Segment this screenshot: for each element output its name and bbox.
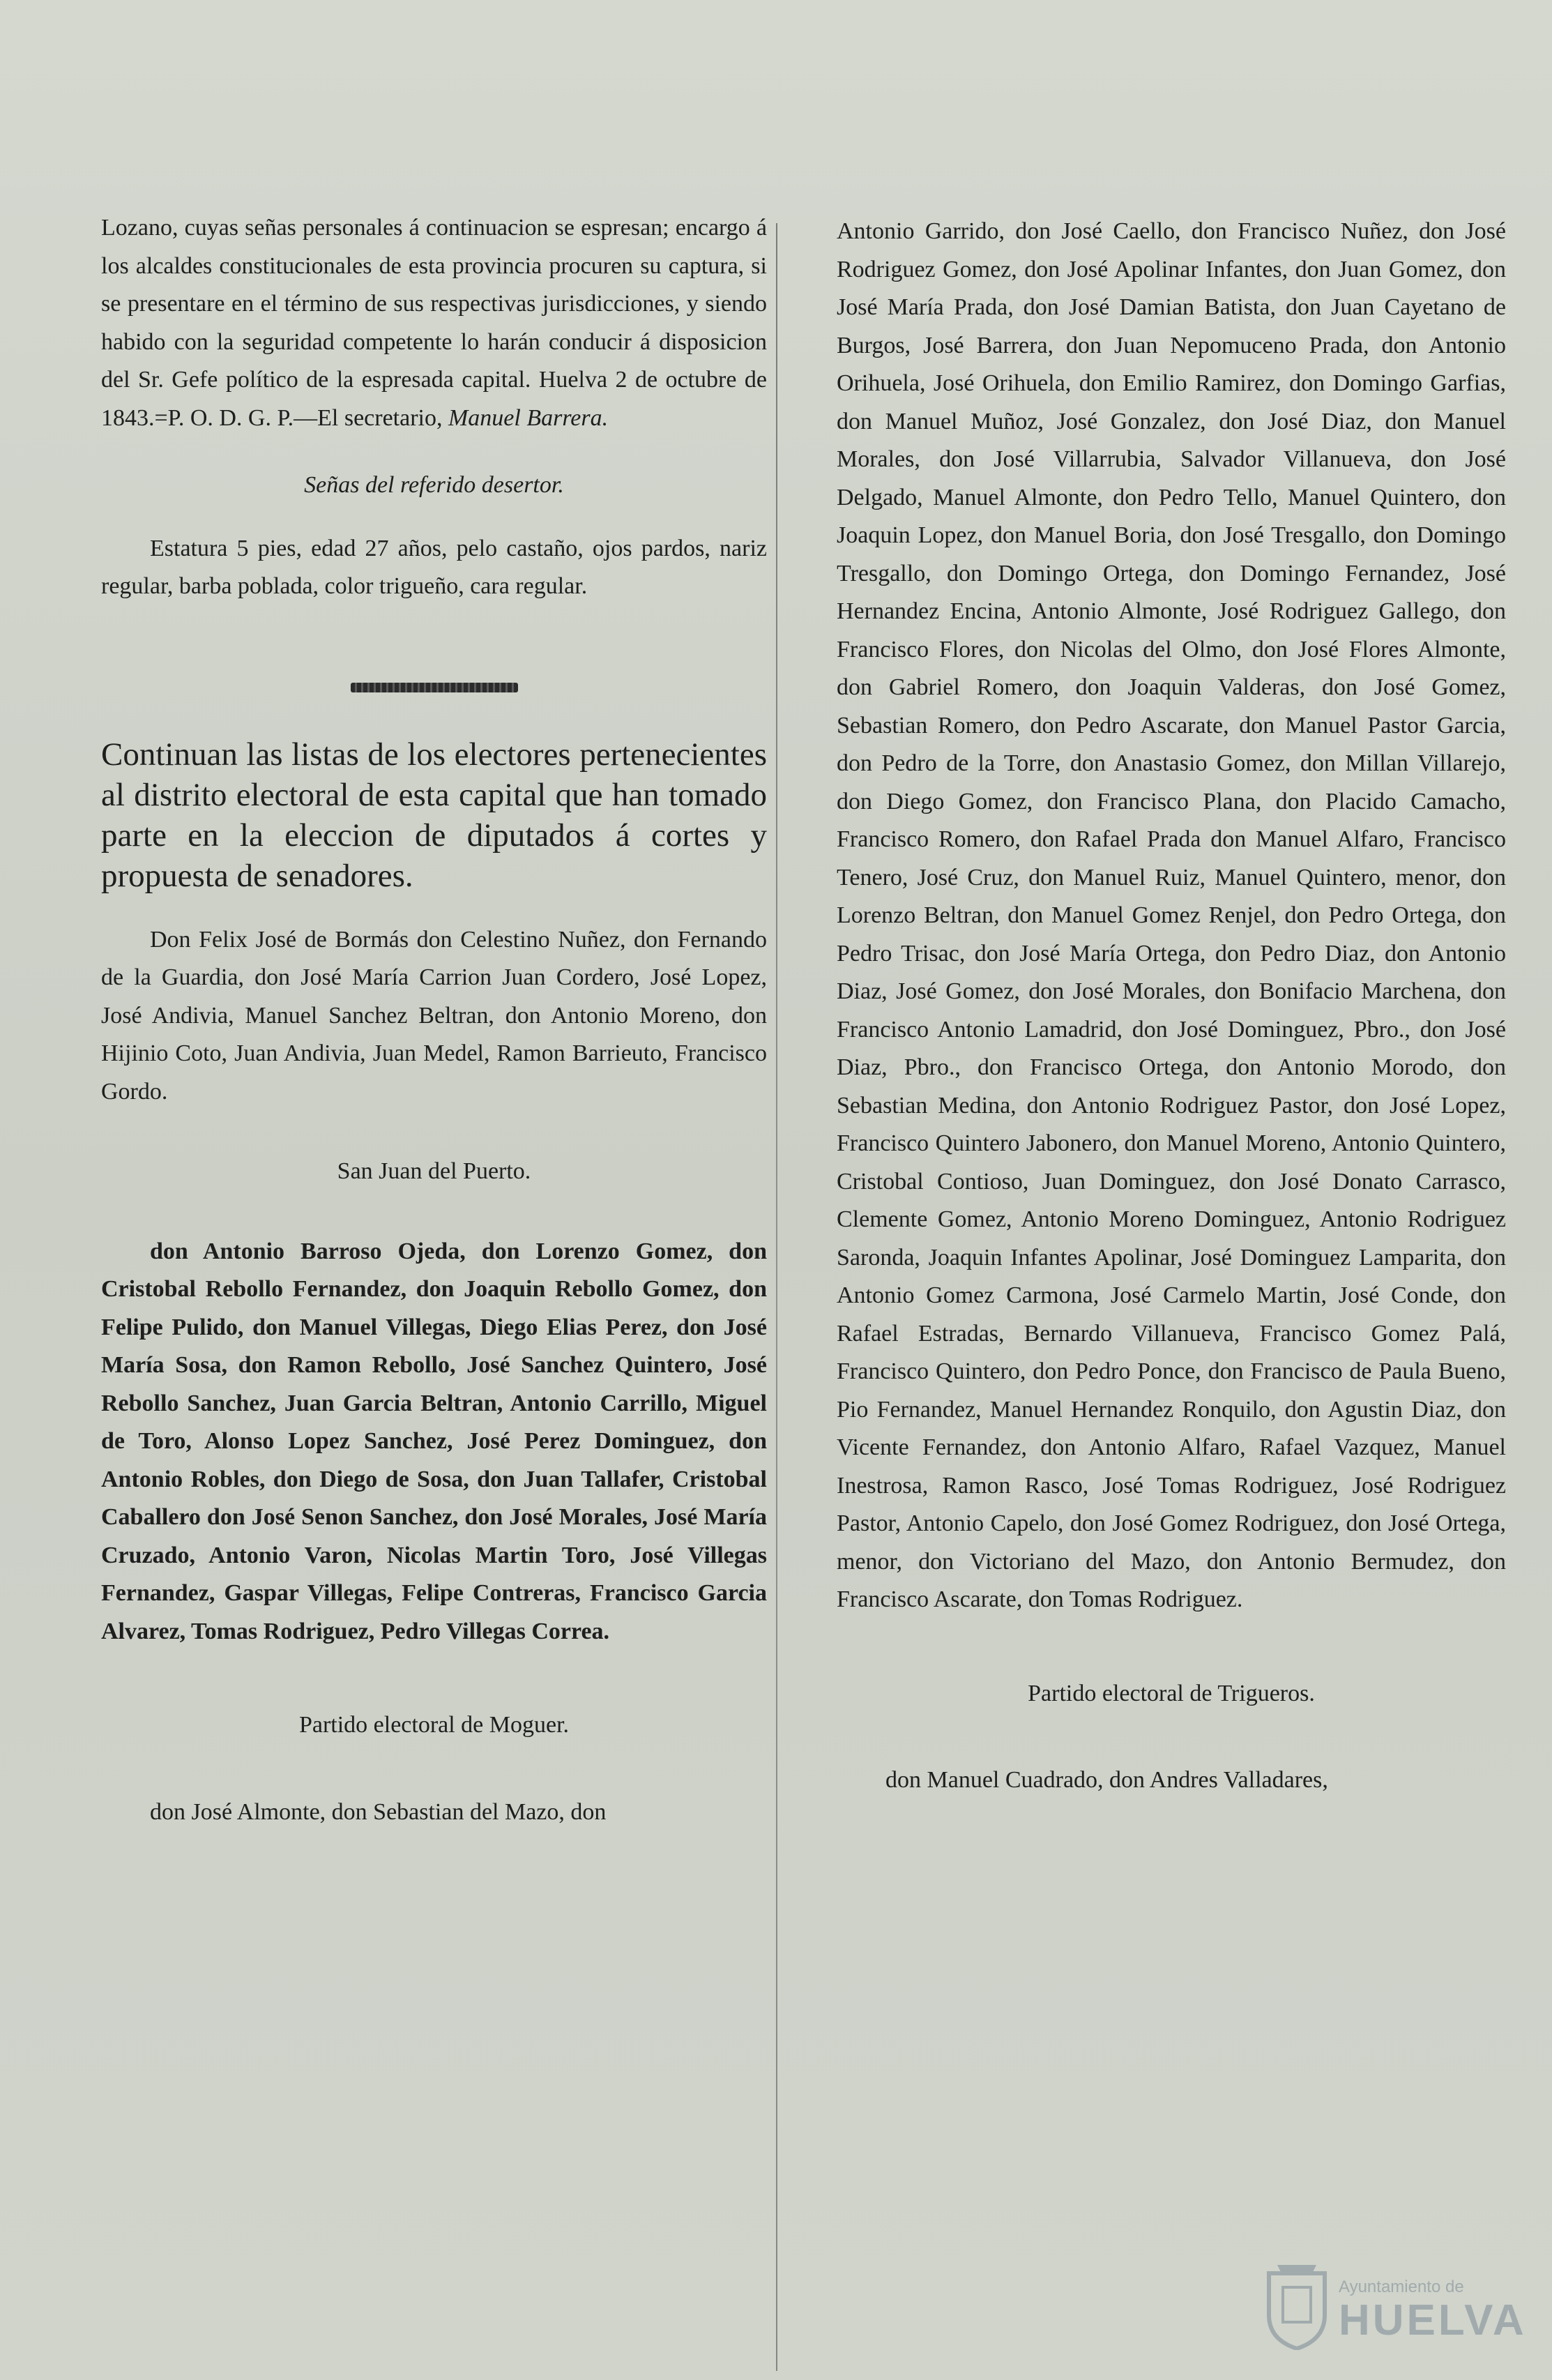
deserter-description: Estatura 5 pies, edad 27 años, pelo castaño, ojos pardos, nariz regular, barba poblada, color trigueño, cara regular. (101, 535, 767, 599)
electors-list-moguer: don José Almonte, don Sebastian del Mazo, don (150, 1798, 607, 1825)
right-column (837, 213, 1506, 1800)
left-column (101, 209, 767, 1831)
secretary-name: Manuel Barrera. (448, 404, 609, 431)
deserter-heading: Señas del referido desertor. (304, 472, 564, 498)
section-heading-moguer: Partido electoral de Moguer. (298, 1712, 570, 1738)
notice-text: Lozano, cuyas señas personales á continuacion se espresan; encargo á los alcaldes constitucionales de esta provincia procuren su captura, si se presentare en el término de sus respectivas jurisdicciones, y siendo habido con la seguridad competente lo harán conducir á disposicion del Sr. Gefe político de la espresada capital. Huelva 2 de octubre de 1843.=P. O. D. G. P.—El secretario, (101, 215, 767, 431)
coat-of-arms-icon (1262, 2259, 1332, 2350)
section-heading-san-juan: San Juan del Puerto. (337, 1158, 531, 1184)
electors-list-capital: Don Felix José de Bormás don Celestino Nuñez, don Fernando de la Guardia, don José María Carrion Juan Cordero, José Lopez, José Andivia, Manuel Sanchez Beltran, don Antonio Moreno, don Hijinio Coto, Juan Andivia, Juan Medel, Ramon Barrieuto, Francisco Gordo. (101, 926, 767, 1105)
column-divider (776, 223, 777, 2371)
watermark-big-text: HUELVA (1339, 2296, 1527, 2344)
electors-list-continued: Antonio Garrido, don José Caello, don Francisco Nuñez, don José Rodriguez Gomez, don José Apolinar Infantes, don Juan Gomez, don José María Prada, don José Damian Batista, don Juan Cayetano de Burgos, José Barrera, don Juan Nepomuceno Prada, don Antonio Orihuela, José Orihuela, don Emilio Ramirez, don Domingo Garfias, don Manuel Muñoz, José Gonzalez, don José Diaz, don Manuel Morales, don José Villarrubia, Salvador Villanueva, don José Delgado, Manuel Almonte, don Pedro Tello, Manuel Quintero, don Joaquin Lopez, don Manuel Boria, don José Tresgallo, don Domingo Tresgallo, don Domingo Ortega, don Domingo Fernandez, José Hernandez Encina, Antonio Almonte, José Rodriguez Gallego, don Francisco Flores, don Nicolas del Olmo, don José Flores Almonte, don Gabriel Romero, don Joaquin Valderas, don José Gomez, Sebastian Romero, don Pedro Ascarate, don Manuel Pastor Garcia, don Pedro de la Torre, don Anastasio Gomez, don Millan Villarejo, don Diego Gomez, don Francisco Plana, don Placido Camacho, Francisco Romero, don Rafael Prada don Manuel Alfaro, Francisco Tenero, José Cruz, don Manuel Ruiz, Manuel Quintero, menor, don Lorenzo Beltran, don Manuel Gomez Renjel, don Pedro Ortega, don Pedro Trisac, don José María Ortega, don Pedro Diaz, don Antonio Diaz, José Gomez, don José Morales, don Bonifacio Marchena, don Francisco Antonio Lamadrid, don José Dominguez, Pbro., don José Diaz, Pbro., don Francisco Ortega, don Antonio Morodo, don Sebastian Medina, don Antonio Rodriguez Pastor, don José Lopez, Francisco Quintero Jabonero, don Manuel Moreno, Antonio Quintero, Cristobal Contioso, Juan Dominguez, don José Donato Carrasco, Clemente Gomez, Antonio Moreno Dominguez, Antonio Rodriguez Saronda, Joaquin Infantes Apolinar, José Dominguez Lamparita, don Antonio Gomez Carmona, José Carmelo Martin, José Conde, don Rafael Estradas, Bernardo Villanueva, Francisco Gomez Palá, Francisco Quintero, don Pedro Ponce, don Francisco de Paula Bueno, Pio Fernandez, Manuel Hernandez Ronquilo, don Agustin Diaz, don Vicente Fernandez, don Antonio Alfaro, Rafael Vazquez, Manuel Inestrosa, Ramon Rasco, José Tomas Rodriguez, José Rodriguez Pastor, Antonio Capelo, don José Gomez Rodriguez, don José Ortega, menor, don Victoriano del Mazo, don Antonio Bermudez, don Francisco Ascarate, don Tomas Rodriguez. (837, 218, 1506, 1612)
watermark-small-text: Ayuntamiento de (1339, 2277, 1464, 2296)
electors-list-san-juan: don Antonio Barroso Ojeda, don Lorenzo Gomez, don Cristobal Rebollo Fernandez, don Joaquin Rebollo Gomez, don Felipe Pulido, don Manuel Villegas, Diego Elias Perez, don José María Sosa, don Ramon Rebollo, José Sanchez Quintero, José Rebollo Sanchez, Juan Garcia Beltran, Antonio Carrillo, Miguel de Toro, Alonso Lopez Sanchez, José Perez Dominguez, don Antonio Robles, don Diego de Sosa, don Juan Tallafer, Cristobal Caballero don José Senon Sanchez, don José Morales, José María Cruzado, Antonio Varon, Nicolas Martin Toro, José Villegas Fernandez, Gaspar Villegas, Felipe Contreras, Francisco Garcia Alvarez, Tomas Rodriguez, Pedro Villegas Correa. (101, 1238, 767, 1644)
ornamental-divider (351, 683, 518, 692)
main-title: Continuan las listas de los electores pertenecientes al distrito electoral de esta capital que han tomado parte en la eleccion de diputados á cortes y propuesta de senadores. (101, 736, 767, 894)
section-heading-trigueros: Partido electoral de Trigueros. (1028, 1680, 1315, 1706)
notice-paragraph (101, 209, 767, 437)
huelva-watermark (1262, 2252, 1527, 2357)
electors-list-trigueros: don Manuel Cuadrado, don Andres Valladares, (885, 1767, 1328, 1793)
